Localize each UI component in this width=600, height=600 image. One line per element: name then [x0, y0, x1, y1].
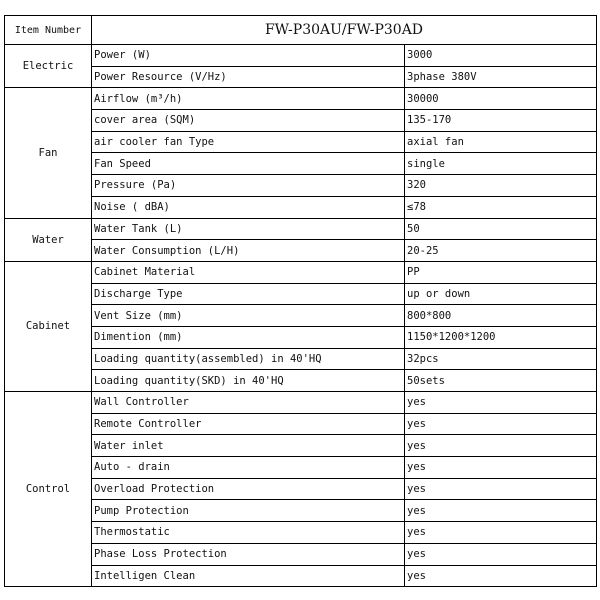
spec-row	[5, 131, 597, 153]
section-label: Fan	[5, 88, 92, 218]
param-value: yes	[405, 392, 597, 414]
param-value: yes	[405, 565, 597, 587]
param-value: 32pcs	[405, 348, 597, 370]
param-name: Discharge Type	[92, 283, 405, 305]
param-name: Power Resource (V/Hz)	[92, 66, 405, 88]
item-number-label: Item Number	[5, 16, 92, 45]
spec-row	[5, 392, 597, 414]
spec-row	[5, 45, 597, 67]
spec-row	[5, 457, 597, 479]
param-name: Pressure (Pa)	[92, 175, 405, 197]
param-name: Cabinet Material	[92, 261, 405, 283]
spec-row	[5, 565, 597, 587]
param-name: Remote Controller	[92, 413, 405, 435]
spec-row	[5, 543, 597, 565]
param-value: 135-170	[405, 110, 597, 132]
spec-row	[5, 305, 597, 327]
spec-row	[5, 370, 597, 392]
param-value: 800*800	[405, 305, 597, 327]
param-value: 50	[405, 218, 597, 240]
param-name: Loading quantity(assembled) in 40'HQ	[92, 348, 405, 370]
spec-row	[5, 261, 597, 283]
param-value: ≤78	[405, 196, 597, 218]
spec-row	[5, 240, 597, 262]
param-value: yes	[405, 543, 597, 565]
header-row	[5, 16, 597, 45]
param-name: Fan Speed	[92, 153, 405, 175]
param-value: 30000	[405, 88, 597, 110]
param-name: Pump Protection	[92, 500, 405, 522]
param-name: Airflow (m³/h)	[92, 88, 405, 110]
param-value: single	[405, 153, 597, 175]
section-label: Cabinet	[5, 261, 92, 391]
param-name: Dimention (mm)	[92, 326, 405, 348]
spec-row	[5, 435, 597, 457]
spec-row	[5, 88, 597, 110]
param-name: Overload Protection	[92, 478, 405, 500]
spec-row	[5, 283, 597, 305]
param-name: Water Consumption (L/H)	[92, 240, 405, 262]
spec-row	[5, 413, 597, 435]
param-value: 320	[405, 175, 597, 197]
spec-row	[5, 196, 597, 218]
param-value: yes	[405, 435, 597, 457]
spec-row	[5, 66, 597, 88]
param-name: Intelligen Clean	[92, 565, 405, 587]
param-value: 3000	[405, 45, 597, 67]
param-name: Water Tank (L)	[92, 218, 405, 240]
param-value: yes	[405, 457, 597, 479]
param-value: yes	[405, 478, 597, 500]
param-value: 3phase 380V	[405, 66, 597, 88]
param-value: up or down	[405, 283, 597, 305]
spec-row	[5, 522, 597, 544]
section-label: Control	[5, 392, 92, 587]
param-name: Water inlet	[92, 435, 405, 457]
spec-table	[4, 15, 597, 587]
param-value: yes	[405, 522, 597, 544]
spec-row	[5, 478, 597, 500]
param-value: axial fan	[405, 131, 597, 153]
section-label: Electric	[5, 45, 92, 88]
param-value: 1150*1200*1200	[405, 326, 597, 348]
param-name: Noise ( dBA)	[92, 196, 405, 218]
param-value: yes	[405, 413, 597, 435]
param-value: PP	[405, 261, 597, 283]
model-number: FW-P30AU/FW-P30AD	[92, 16, 597, 45]
param-name: Vent Size (mm)	[92, 305, 405, 327]
spec-row	[5, 326, 597, 348]
spec-row	[5, 348, 597, 370]
spec-row	[5, 218, 597, 240]
param-value: yes	[405, 500, 597, 522]
param-name: Auto - drain	[92, 457, 405, 479]
param-value: 50sets	[405, 370, 597, 392]
spec-table-body	[5, 16, 597, 587]
spec-row	[5, 500, 597, 522]
param-name: Loading quantity(SKD) in 40'HQ	[92, 370, 405, 392]
param-name: Power (W)	[92, 45, 405, 67]
section-label: Water	[5, 218, 92, 261]
param-name: cover area (SQM)	[92, 110, 405, 132]
spec-row	[5, 175, 597, 197]
param-name: Wall Controller	[92, 392, 405, 414]
param-value: 20-25	[405, 240, 597, 262]
param-name: Phase Loss Protection	[92, 543, 405, 565]
param-name: Thermostatic	[92, 522, 405, 544]
spec-row	[5, 153, 597, 175]
param-name: air cooler fan Type	[92, 131, 405, 153]
spec-row	[5, 110, 597, 132]
